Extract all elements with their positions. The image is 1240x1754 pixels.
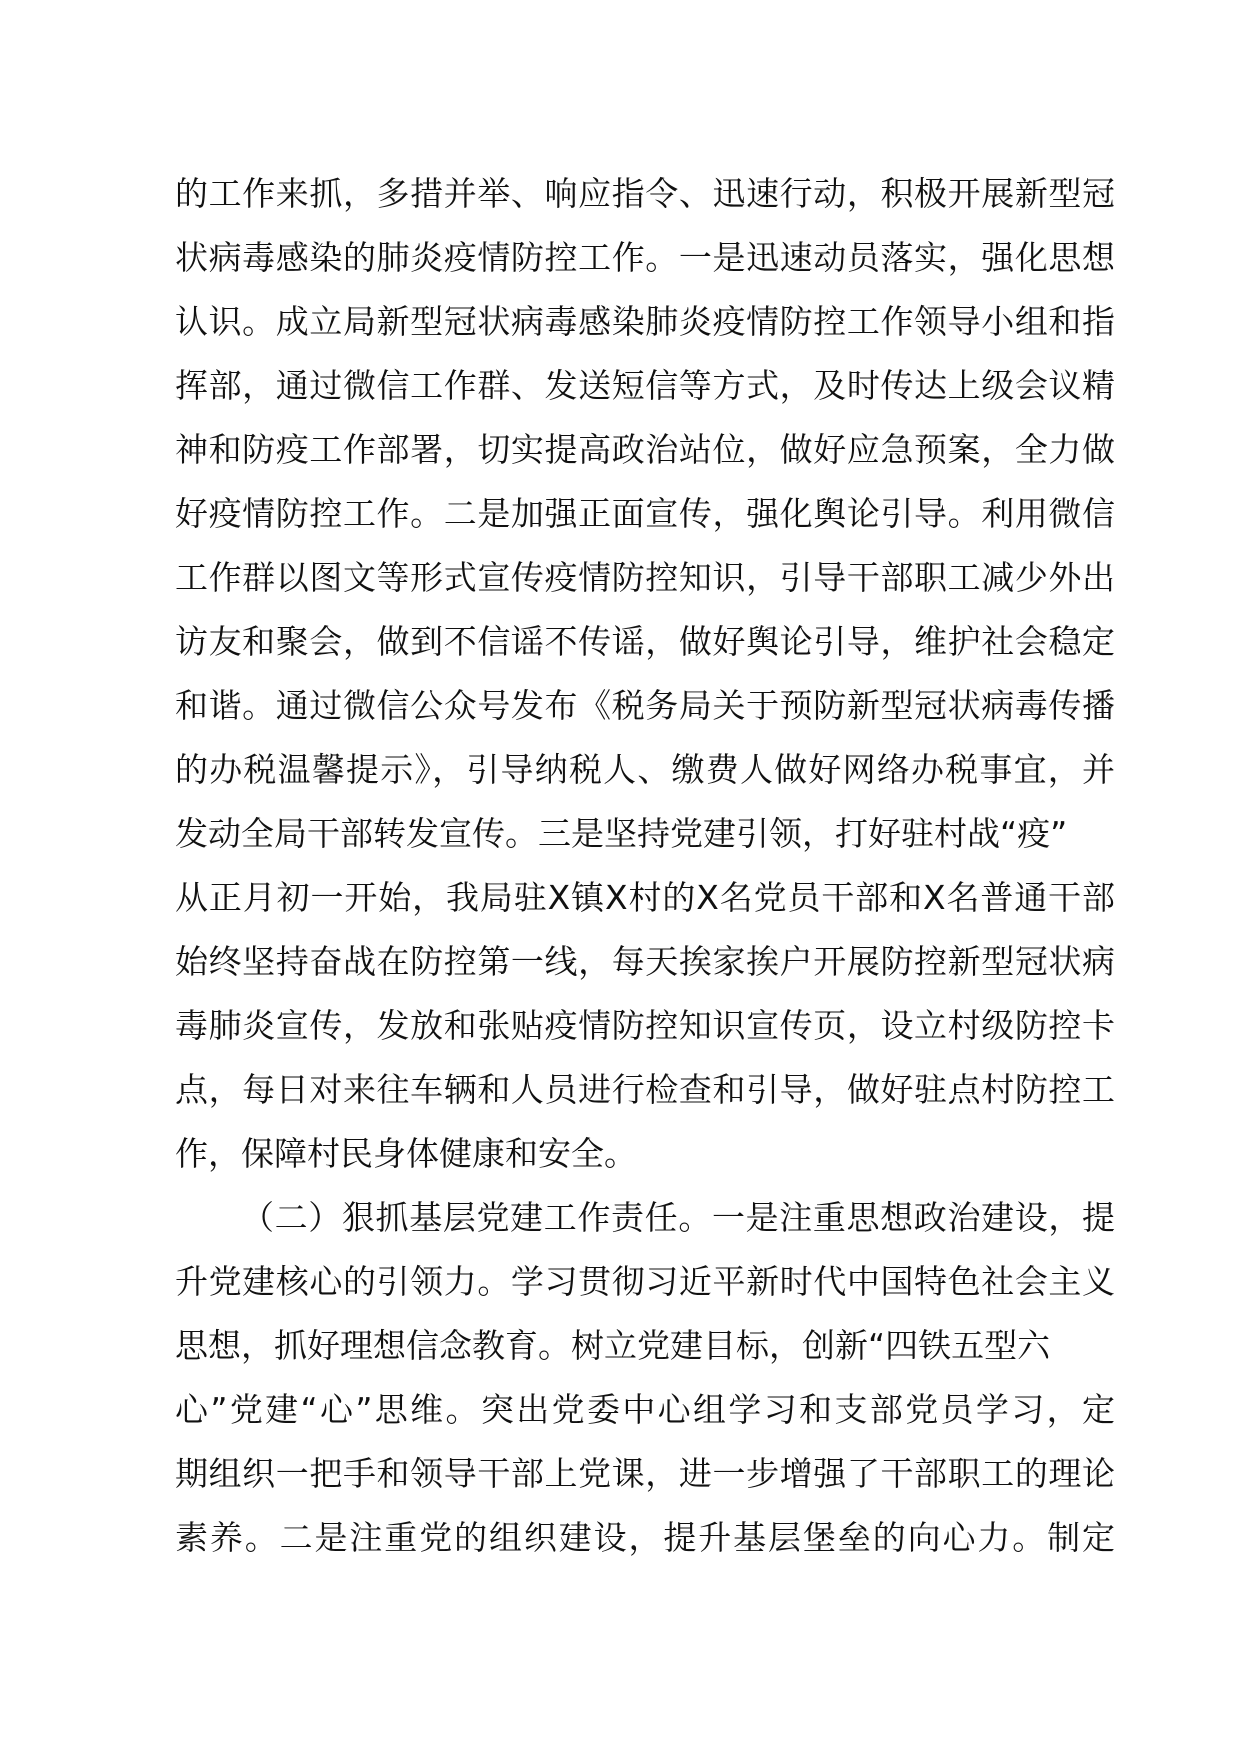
paragraph-end-line: 作，保障村民身体健康和安全。	[175, 1134, 637, 1173]
text-line: 的办税温馨提示》，引导纳税人、缴费人做好网络办税事宜，并	[175, 750, 1115, 789]
text-line: 访友和聚会，做到不信谣不传谣，做好舆论引导，维护社会稳定	[175, 622, 1115, 661]
text-line: 心”党建“心”思维。突出党委中心组学习和支部党员学习，定	[175, 1390, 1115, 1429]
text-line: 始终坚持奋战在防控第一线，每天挨家挨户开展防控新型冠状病	[175, 942, 1115, 981]
section-heading-line: （二）狠抓基层党建工作责任。一是注重思想政治建设，提	[241, 1198, 1115, 1237]
text-line: 点，每日对来往车辆和人员进行检查和引导，做好驻点村防控工	[175, 1070, 1115, 1109]
text-line: 和谐。通过微信公众号发布《税务局关于预防新型冠状病毒传播	[175, 686, 1115, 725]
text-line: 工作群以图文等形式宣传疫情防控知识，引导干部职工减少外出	[175, 558, 1115, 597]
text-line: 好疫情防控工作。二是加强正面宣传，强化舆论引导。利用微信	[175, 494, 1115, 533]
text-line: 挥部，通过微信工作群、发送短信等方式，及时传达上级会议精	[175, 366, 1115, 405]
text-line: 神和防疫工作部署，切实提高政治站位，做好应急预案，全力做	[175, 430, 1115, 469]
text-line: 状病毒感染的肺炎疫情防控工作。一是迅速动员落实，强化思想	[175, 238, 1115, 277]
text-line: 发动全局干部转发宣传。三是坚持党建引领，打好驻村战“疫”	[175, 814, 1068, 853]
text-line: 升党建核心的引领力。学习贯彻习近平新时代中国特色社会主义	[175, 1262, 1115, 1301]
text-line: 素养。二是注重党的组织建设，提升基层堡垒的向心力。制定	[175, 1518, 1115, 1557]
text-line: 思想，抓好理想信念教育。树立党建目标，创新“四铁五型六	[175, 1326, 1051, 1365]
text-line: 期组织一把手和领导干部上党课，进一步增强了干部职工的理论	[175, 1454, 1115, 1493]
body-text	[175, 162, 1115, 1570]
text-line: 毒肺炎宣传，发放和张贴疫情防控知识宣传页，设立村级防控卡	[175, 1006, 1115, 1045]
text-line: 认识。成立局新型冠状病毒感染肺炎疫情防控工作领导小组和指	[175, 302, 1115, 341]
text-line: 的工作来抓，多措并举、响应指令、迅速行动，积极开展新型冠	[175, 174, 1115, 213]
text-line: 从正月初一开始，我局驻X镇X村的X名党员干部和X名普通干部	[175, 878, 1115, 917]
